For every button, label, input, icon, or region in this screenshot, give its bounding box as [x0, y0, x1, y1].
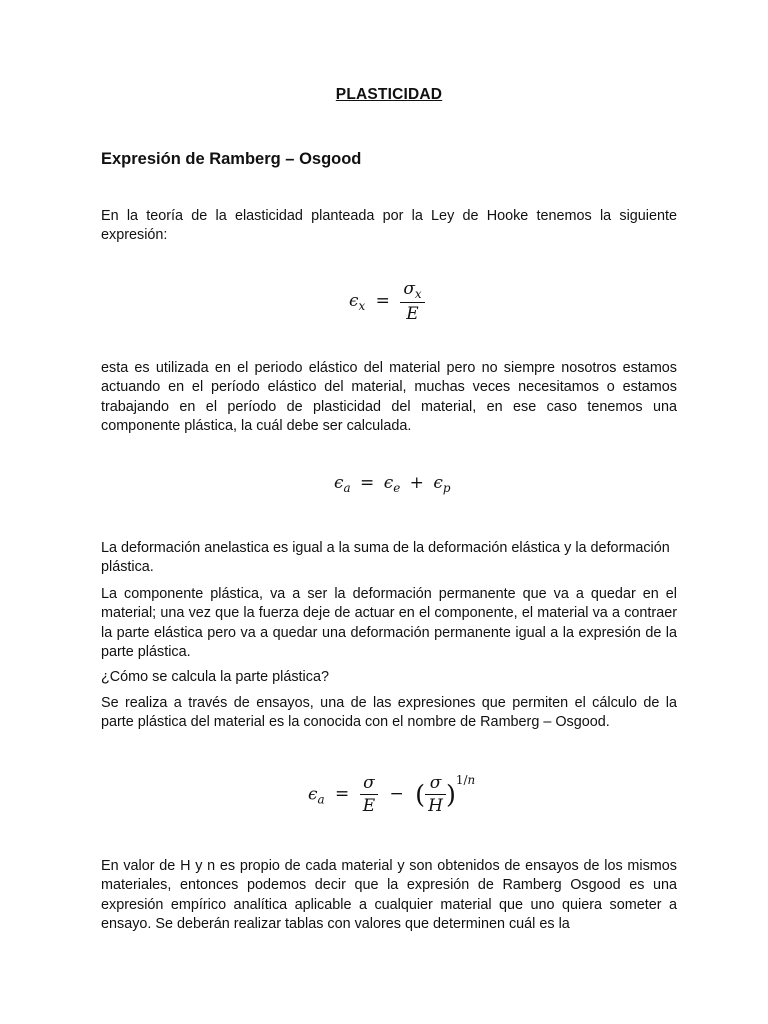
page-title: PLASTICIDAD — [335, 86, 443, 103]
eq3-fraction-elastic: $\frac{\sigma}{E}$ — [360, 773, 378, 816]
paragraph-plastic-component: La componente plástica, va a ser la deformación permanente que va a quedar en el material; una vez que la fuerza deje de actuar en el componente, el material va a contraer la parte elástica pero va a quedar una deformación permanente igual a la expresión de la parte plástica. — [101, 586, 677, 660]
eq1-equals: = — [375, 291, 390, 312]
eq1-fraction: $\frac{\sigma_x}{E}$ — [400, 279, 424, 324]
paragraph-h-n-values: En valor de H y n es propio de cada material y son obtenidos de ensayos de los mismos materiales, entonces podemos decir que la expresión de Ramberg Osgood es una expresión empírico analítica aplicable a cualquier material que uno quiera someter a ensayo. Se deberán realizar tablas con valores que determinen cuál es la — [101, 858, 677, 932]
paragraph-anelastic: La deformación anelastica es igual a la suma de la deformación elástica y la deformación plástica. — [101, 540, 670, 576]
equation-sum: $\epsilon_a = \epsilon_e + \epsilon_p$ — [334, 473, 451, 496]
paragraph-tests: Se realiza a través de ensayos, una de las expresiones que permiten el cálculo de la parte plástica del material es la conocida con el nombre de Ramberg – Osgood. — [101, 695, 677, 731]
paragraph-question: ¿Cómo se calcula la parte plástica? — [101, 669, 329, 685]
equation-hooke — [349, 279, 425, 324]
paragraph-elastic-period: esta es utilizada en el periodo elástico del material pero no siempre nosotros estamos actuando en el período elástico del material, muchas veces necesitamos o estamos trabajando en el período de plasticidad del material, en ese caso tenemos una componente plástica, la cuál debe ser calculada. — [101, 360, 677, 434]
eq3-fraction-plastic: $\frac{\sigma}{H}$ — [425, 773, 446, 816]
equation-ramberg-osgood: $\epsilon_a$ = $\frac{\sigma}{E}$ − ( $\frac{\sigma}{H}$ )$^{1/n}$ — [308, 773, 476, 817]
eq3-exponent: 1/n — [455, 773, 476, 787]
section-heading: Expresión de Ramberg – Osgood — [101, 150, 362, 168]
paragraph-intro: En la teoría de la elasticidad planteada por la Ley de Hooke tenemos la siguiente expresión: — [101, 208, 677, 244]
eq1-lhs: $\epsilon_x$ — [349, 291, 366, 314]
